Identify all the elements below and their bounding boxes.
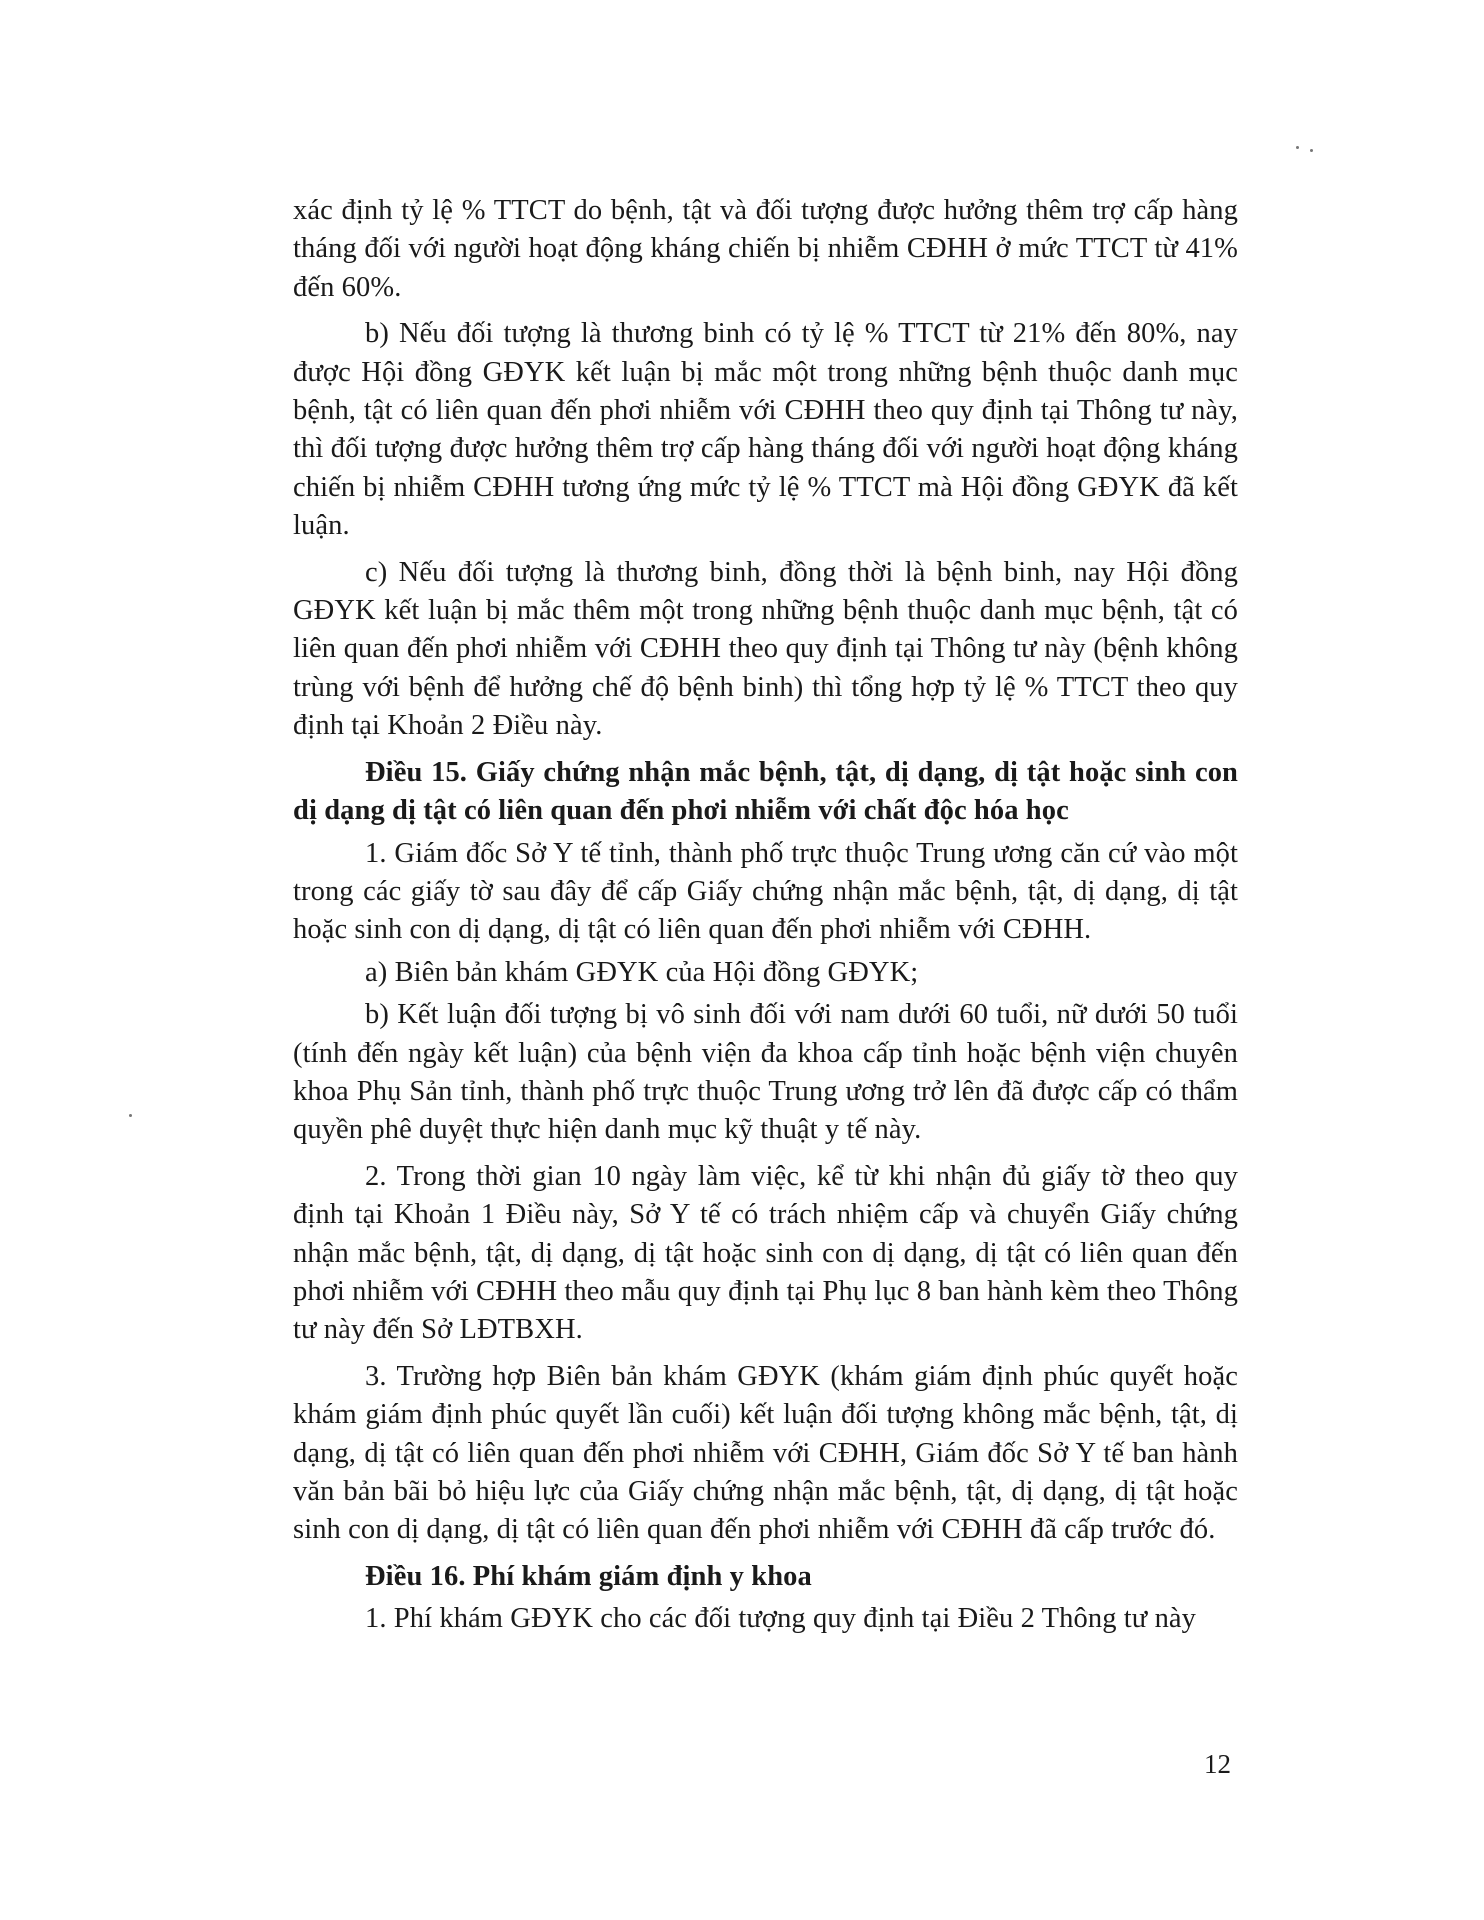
article-15-clause-1b: b) Kết luận đối tượng bị vô sinh đối với nam dưới 60 tuổi, nữ dưới 50 tuổi (tính đến ngày kết luận) của bệnh viện đa khoa cấp tỉnh hoặc bệnh viện chuyên khoa Phụ Sản tỉnh, thành phố trực thuộc Trung ương trở lên đã được cấp có thẩm quyền phê duyệt thực hiện danh mục kỹ thuật y tế này. (293, 999, 1238, 1146)
scan-speck (1310, 149, 1313, 152)
article-16 (293, 1558, 1238, 1639)
document-body (293, 192, 1238, 1647)
scan-speck (1296, 146, 1299, 149)
page-number: 12 (1204, 1749, 1231, 1779)
article-15 (293, 754, 1238, 1550)
article-15-clause-2: 2. Trong thời gian 10 ngày làm việc, kể từ khi nhận đủ giấy tờ theo quy định tại Khoản 1 Điều này, Sở Y tế có trách nhiệm cấp và chuyển Giấy chứng nhận mắc bệnh, tật, dị dạng, dị tật hoặc sinh con dị dạng, dị tật có liên quan đến phơi nhiễm với CĐHH theo mẫu quy định tại Phụ lục 8 ban hành kèm theo Thông tư này đến Sở LĐTBXH. (293, 1160, 1238, 1346)
article-15-heading: Điều 15. Giấy chứng nhận mắc bệnh, tật, dị dạng, dị tật hoặc sinh con dị dạng dị tật có liên quan đến phơi nhiễm với chất độc hóa học (293, 756, 1238, 827)
paragraph-c: c) Nếu đối tượng là thương binh, đồng thời là bệnh binh, nay Hội đồng GĐYK kết luận bị mắc thêm một trong những bệnh thuộc danh mục bệnh, tật có liên quan đến phơi nhiễm với CĐHH theo quy định tại Thông tư này (bệnh không trùng với bệnh để hưởng chế độ bệnh binh) thì tổng hợp tỷ lệ % TTCT theo quy định tại Khoản 2 Điều này. (293, 556, 1238, 742)
scan-speck (129, 1114, 132, 1117)
paragraph-continued: xác định tỷ lệ % TTCT do bệnh, tật và đối tượng được hưởng thêm trợ cấp hàng tháng đối với người hoạt động kháng chiến bị nhiễm CĐHH ở mức TTCT từ 41% đến 60%. (293, 195, 1238, 303)
article-16-heading: Điều 16. Phí khám giám định y khoa (365, 1560, 812, 1592)
article-16-clause-1: 1. Phí khám GĐYK cho các đối tượng quy định tại Điều 2 Thông tư này (365, 1603, 1197, 1635)
article-15-clause-1: 1. Giám đốc Sở Y tế tỉnh, thành phố trực thuộc Trung ương căn cứ vào một trong các giấy tờ sau đây để cấp Giấy chứng nhận mắc bệnh, tật, dị dạng, dị tật hoặc sinh con dị dạng, dị tật có liên quan đến phơi nhiễm với CĐHH. (293, 837, 1238, 946)
paragraph-b: b) Nếu đối tượng là thương binh có tỷ lệ % TTCT từ 21% đến 80%, nay được Hội đồng GĐYK kết luận bị mắc một trong những bệnh thuộc danh mục bệnh, tật có liên quan đến phơi nhiễm với CĐHH theo quy định tại Thông tư này, thì đối tượng được hưởng thêm trợ cấp hàng tháng đối với người hoạt động kháng chiến bị nhiễm CĐHH tương ứng mức tỷ lệ % TTCT mà Hội đồng GĐYK đã kết luận. (293, 318, 1238, 542)
article-15-clause-3: 3. Trường hợp Biên bản khám GĐYK (khám giám định phúc quyết hoặc khám giám định phúc quyết lần cuối) kết luận đối tượng không mắc bệnh, tật, dị dạng, dị tật có liên quan đến phơi nhiễm với CĐHH, Giám đốc Sở Y tế ban hành văn bản bãi bỏ hiệu lực của Giấy chứng nhận mắc bệnh, tật, dị dạng, dị tật hoặc sinh con dị dạng, dị tật có liên quan đến phơi nhiễm với CĐHH đã cấp trước đó. (293, 1360, 1238, 1546)
article-15-clause-1a: a) Biên bản khám GĐYK của Hội đồng GĐYK; (365, 956, 919, 988)
